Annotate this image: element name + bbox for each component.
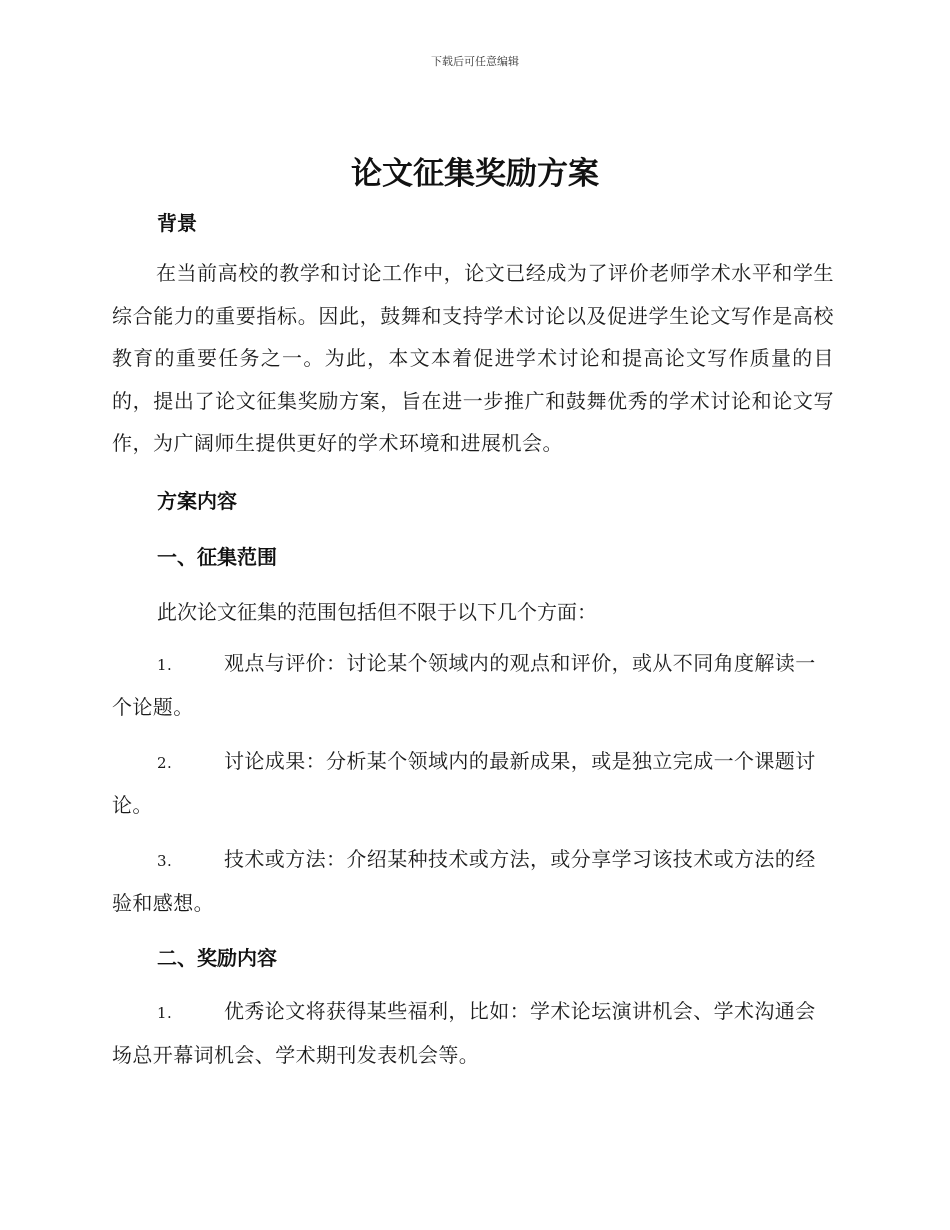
list-item-number: 2.: [157, 754, 173, 772]
section1-heading: 一、征集范围: [157, 545, 277, 569]
list-item: [112, 642, 834, 728]
section2-heading: 二、奖励内容: [157, 946, 277, 970]
header-note: 下载后可任意编辑: [431, 55, 519, 68]
background-heading: 背景: [157, 211, 197, 235]
list-item-text: 讨论成果：分析某个领域内的最新成果，或是独立完成一个课题讨论。: [112, 749, 816, 817]
list-item-text: 观点与评价：讨论某个领域内的观点和评价，或从不同角度解读一个论题。: [112, 651, 816, 719]
list-item-number: 1.: [157, 1004, 173, 1022]
plan-heading: 方案内容: [157, 489, 237, 513]
list-item: [112, 740, 834, 826]
list-item-text: 优秀论文将获得某些福利，比如：学术论坛演讲机会、学术沟通会场总开幕词机会、学术期刊发表机会等。: [112, 999, 816, 1067]
list-item-text: 技术或方法：介绍某种技术或方法，或分享学习该技术或方法的经验和感想。: [112, 847, 816, 915]
list-item: [112, 838, 834, 924]
document-title: 论文征集奖励方案: [351, 156, 599, 192]
list-item-number: 1.: [157, 656, 173, 674]
background-paragraph: 在当前高校的教学和讨论工作中，论文已经成为了评价老师学术水平和学生综合能力的重要指标。因此，鼓舞和支持学术讨论以及促进学生论文写作是高校教育的重要任务之一。为此，本文本着促进学术讨论和提高论文写作质量的目的，提出了论文征集奖励方案，旨在进一步推广和鼓舞优秀的学术讨论和论文写作，为广阔师生提供更好的学术环境和进展机会。: [112, 261, 834, 455]
list-item-number: 3.: [157, 852, 173, 870]
section1-intro: 此次论文征集的范围包括但不限于以下几个方面：: [157, 600, 597, 624]
list-item: [112, 990, 834, 1076]
